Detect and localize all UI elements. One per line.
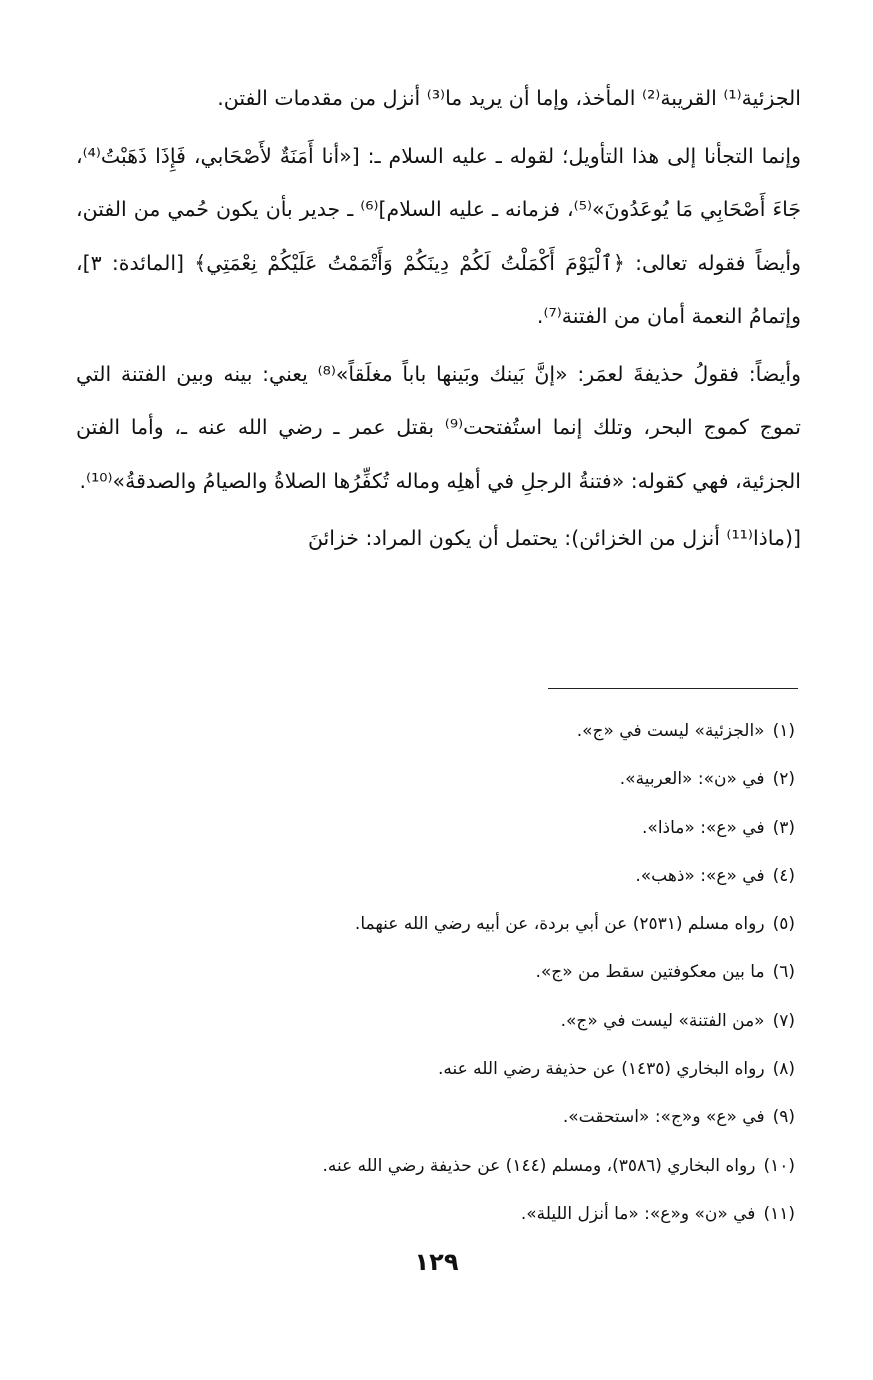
footnote-number: (١١) bbox=[763, 1203, 795, 1224]
page-number: ١٢٩ bbox=[414, 1248, 459, 1276]
footnote bbox=[95, 997, 795, 1045]
footnote bbox=[95, 948, 795, 996]
footnote-text: في «ع» و«ج»: «استحقت». bbox=[562, 1107, 765, 1128]
footnote-number: (٦) bbox=[772, 962, 795, 983]
main-text bbox=[76, 72, 801, 566]
paragraph: وأيضاً: فقولُ حذيفةَ لعمَر: «إنَّ بَينك وبَينها باباً مغلَقاً»⁽⁸⁾ يعني: بينه وبين الفتنة التي تموج كموج البحر، وتلك إنما استُفتحت⁽⁹⁾ بقتل عمر ـ رضي الله عنه ـ، وأما الفتن الجزئية، فهي كقوله: «فتنةُ الرجلِ في أهلِه وماله تُكفِّرُها الصلاةُ والصيامُ والصدقةُ»⁽¹⁰⁾. bbox=[76, 361, 801, 493]
footnote-number: (١) bbox=[772, 721, 795, 741]
footnote-number: (٢) bbox=[772, 769, 795, 790]
footnote-text: رواه مسلم (٢٥٣١) عن أبي بردة، عن أبيه رضي الله عنهما. bbox=[354, 914, 765, 935]
footnote-text: «من الفتنة» ليست في «ج». bbox=[560, 1010, 765, 1031]
footnote bbox=[95, 900, 795, 948]
footnote-number: (٤) bbox=[772, 865, 795, 886]
footnote bbox=[95, 755, 795, 803]
footnote-text: في «ع»: «ماذا». bbox=[642, 817, 765, 838]
footnote-number: (١٠) bbox=[763, 1155, 795, 1176]
footnote-number: (٥) bbox=[772, 914, 795, 935]
paragraph: الجزئية⁽¹⁾ القريبة⁽²⁾ المأخذ، وإما أن يريد ما⁽³⁾ أنزل من مقدمات الفتن. bbox=[217, 86, 801, 110]
footnote bbox=[95, 804, 795, 852]
footnote-number: (٣) bbox=[772, 817, 795, 838]
footnote bbox=[95, 707, 795, 755]
footnote-text: في «ن»: «العربية». bbox=[619, 769, 765, 790]
footnote-text: ما بين معكوفتين سقط من «ج». bbox=[535, 962, 765, 983]
footnote bbox=[95, 1093, 795, 1141]
footnote bbox=[95, 852, 795, 900]
footnote-text: «الجزئية» ليست في «ج». bbox=[576, 721, 765, 741]
paragraph: [(ماذا⁽¹¹⁾ أنزل من الخزائن): يحتمل أن يكون المراد: خزائنَ bbox=[307, 526, 801, 550]
footnote-text: في «ع»: «ذهب». bbox=[635, 865, 765, 886]
paragraph: وإنما التجأنا إلى هذا التأويل؛ لقوله ـ عليه السلام ـ: [«أنا أَمَنَةٌ لأَصْحَابي، فَإِذَا ذَهَبْتُ⁽⁴⁾، جَاءَ أَصْحَابِي مَا يُوعَدُونَ»⁽⁵⁾، فزمانه ـ عليه السلام]⁽⁶⁾ ـ جدير بأن يكون حُمي من الفتن، وأيضاً فقوله تعالى: ﴿ٱلْيَوْمَ أَكْمَلْتُ لَكُمْ دِينَكُمْ وَأَتْمَمْتُ عَلَيْكُمْ نِعْمَتِي﴾ [المائدة: ٣]، وإتمامُ النعمة أمان من الفتنة⁽⁷⁾. bbox=[76, 143, 802, 328]
footnote-number: (٨) bbox=[772, 1059, 795, 1080]
footnote-text: رواه البخاري (٣٥٨٦)، ومسلم (١٤٤) عن حذيفة رضي الله عنه. bbox=[322, 1155, 756, 1176]
footnote bbox=[95, 1045, 795, 1093]
footnote-separator bbox=[548, 688, 798, 689]
footnote-text: رواه البخاري (١٤٣٥) عن حذيفة رضي الله عنه. bbox=[437, 1059, 765, 1080]
footnotes-list bbox=[95, 707, 795, 1238]
footnote bbox=[95, 1142, 795, 1190]
footnote-number: (٩) bbox=[772, 1107, 795, 1128]
footnote-text: في «ن» و«ع»: «ما أنزل الليلة». bbox=[520, 1203, 756, 1224]
footnote-number: (٧) bbox=[772, 1010, 795, 1031]
footnote bbox=[95, 1190, 795, 1238]
